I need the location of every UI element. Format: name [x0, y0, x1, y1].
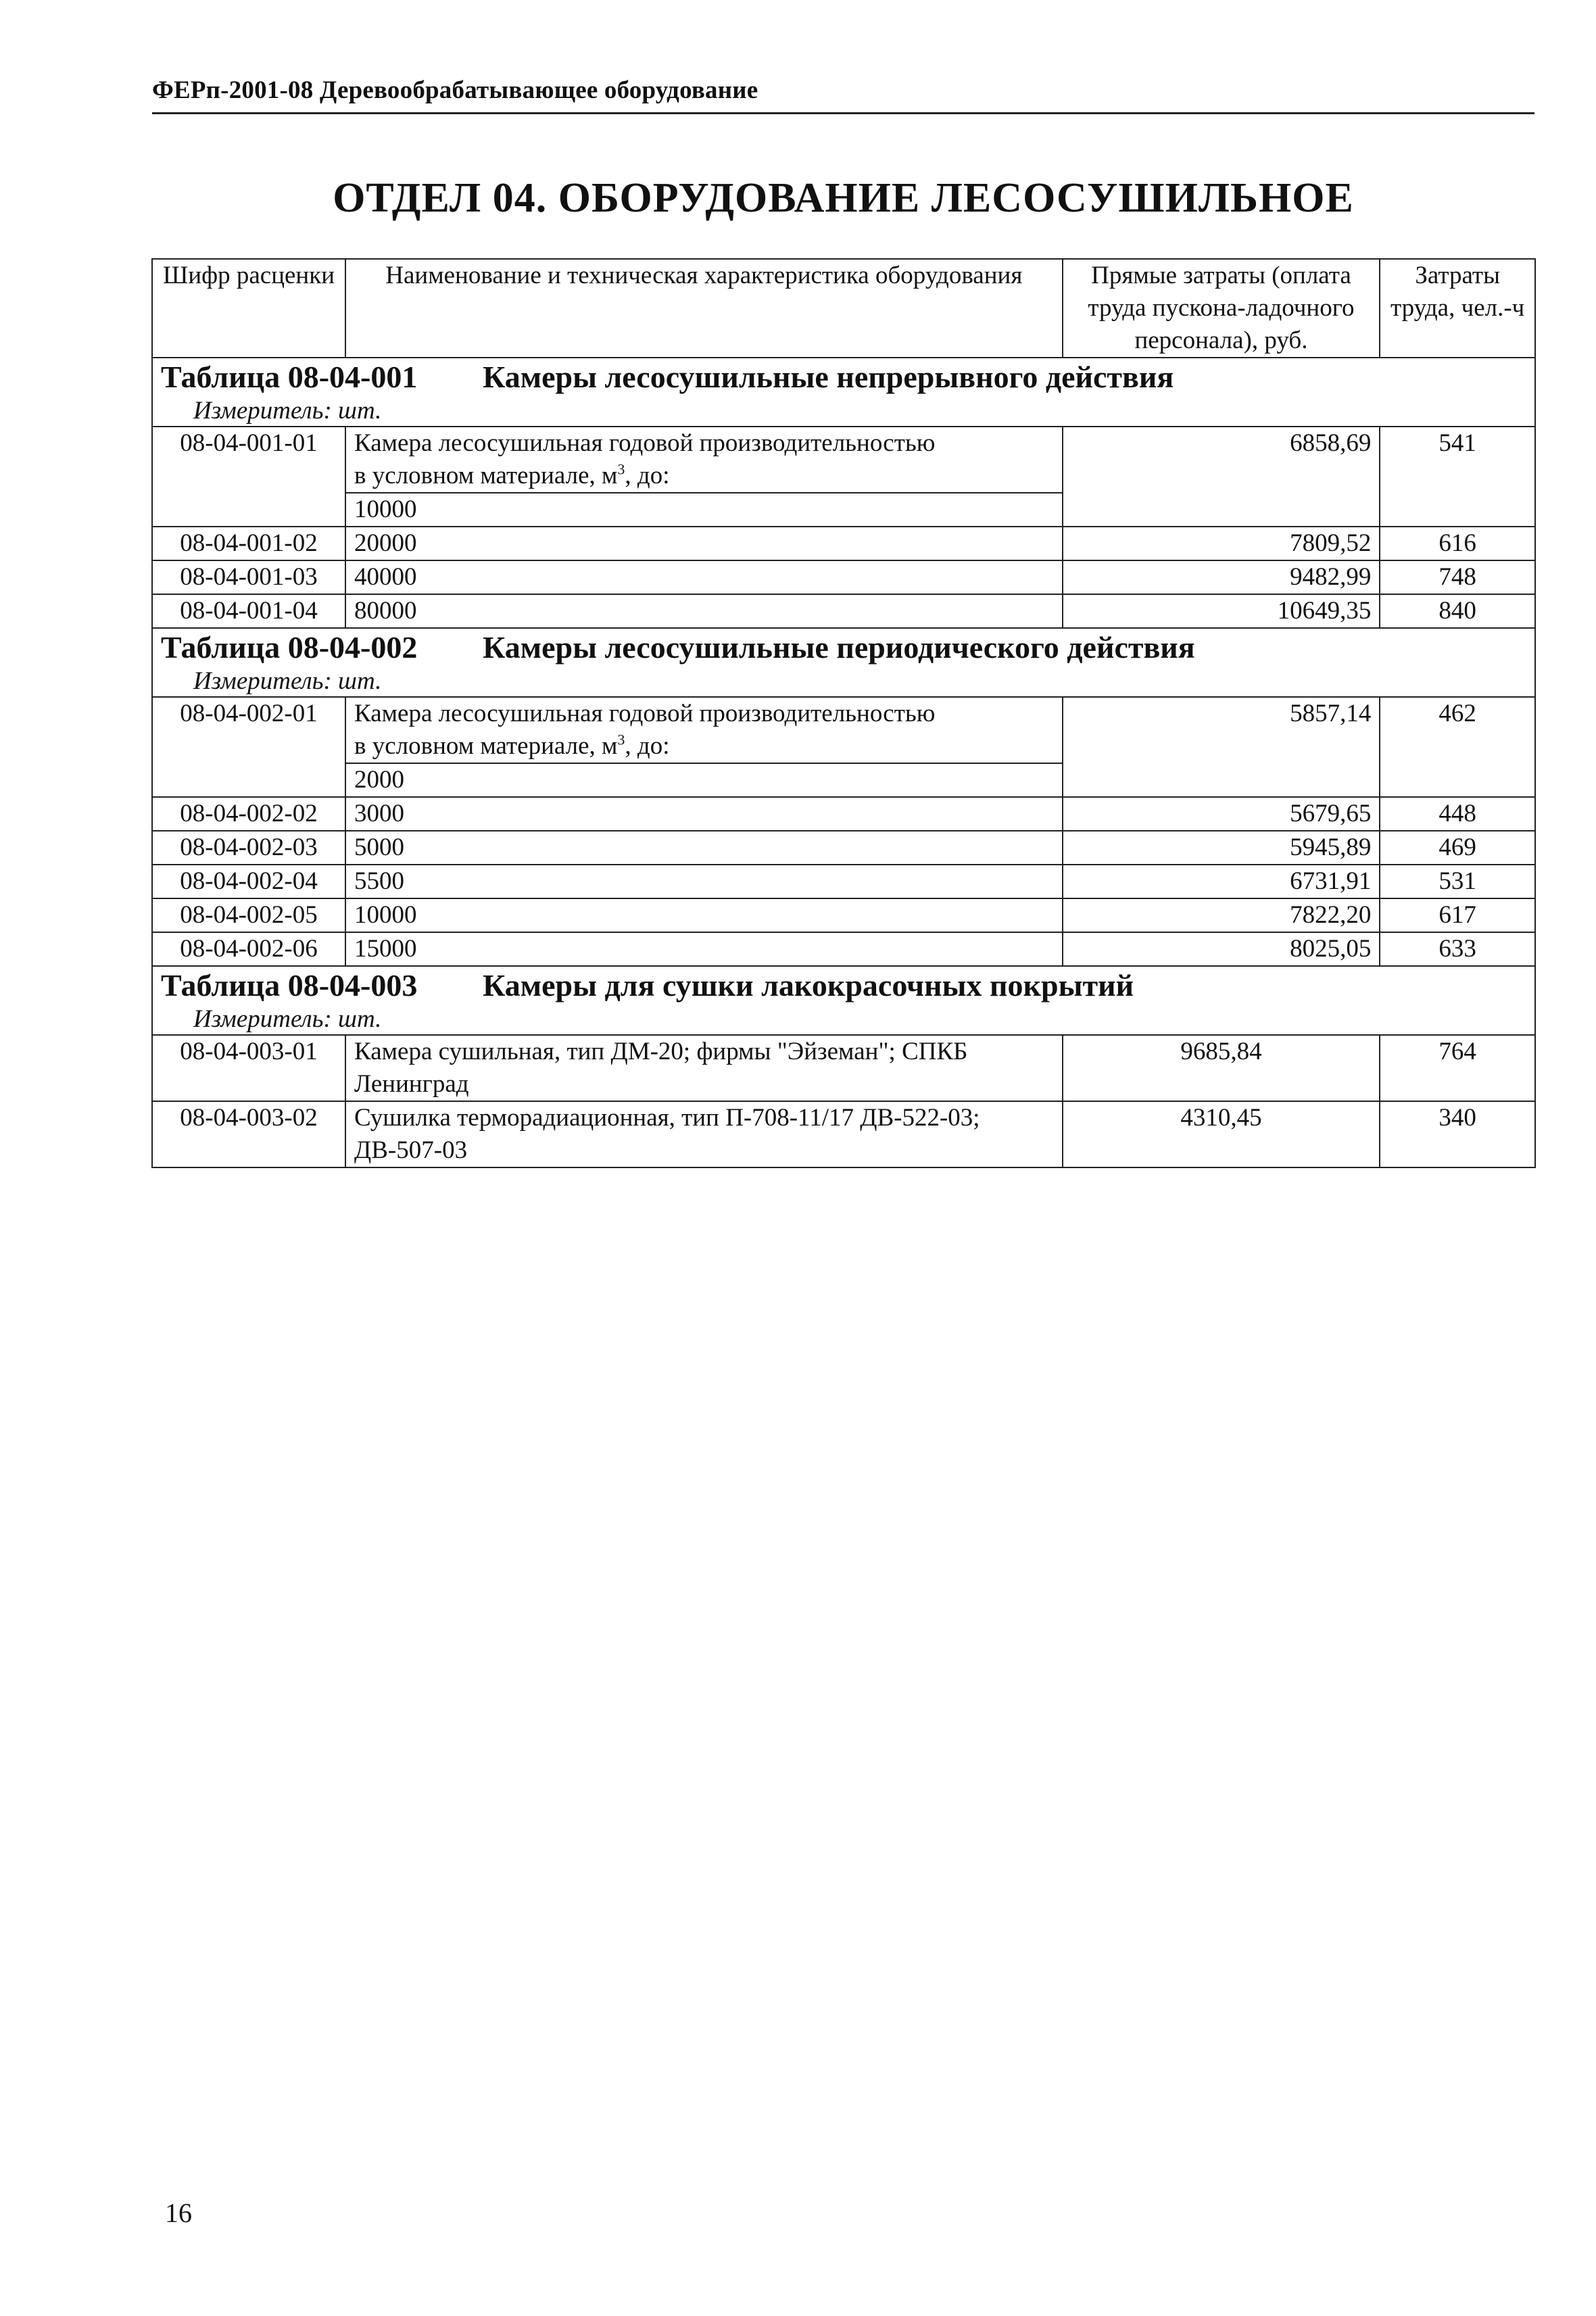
row-cost: 6731,91	[1063, 865, 1380, 898]
row-labor: 617	[1380, 898, 1535, 932]
table-row	[152, 831, 1535, 865]
row-code: 08-04-002-01	[152, 697, 345, 797]
row-labor: 633	[1380, 932, 1535, 966]
row-labor: 616	[1380, 527, 1535, 560]
row-cost: 4310,45	[1063, 1101, 1380, 1167]
table-unit: Измеритель: шт.	[193, 397, 382, 425]
row-code: 08-04-003-01	[152, 1035, 345, 1101]
row-code: 08-04-001-02	[152, 527, 345, 560]
row-cost: 5945,89	[1063, 831, 1380, 865]
row-cost: 5857,14	[1063, 697, 1380, 797]
table-title: Камеры для сушки лакокрасочных покрытий	[483, 968, 1134, 1003]
table-heading-row	[152, 966, 1535, 1035]
table-row	[152, 527, 1535, 560]
page-number: 16	[165, 2198, 192, 2228]
group-description-tail: , до:	[625, 462, 670, 489]
row-name: 40000	[345, 560, 1063, 594]
row-code: 08-04-001-01	[152, 427, 345, 527]
row-cost: 8025,05	[1063, 932, 1380, 966]
column-header-row	[152, 259, 1535, 358]
row-cost: 6858,69	[1063, 427, 1380, 527]
row-name: 15000	[345, 932, 1063, 966]
row-code: 08-04-003-02	[152, 1101, 345, 1167]
row-labor: 531	[1380, 865, 1535, 898]
table-title: Камеры лесосушильные периодического действия	[483, 630, 1195, 665]
table-row	[152, 1101, 1535, 1167]
row-labor: 748	[1380, 560, 1535, 594]
row-code: 08-04-002-04	[152, 865, 345, 898]
table-number: Таблица 08-04-002	[161, 630, 418, 665]
row-cost: 9685,84	[1063, 1035, 1380, 1101]
table-number: Таблица 08-04-001	[161, 360, 418, 394]
column-header-name: Наименование и техническая характеристика оборудования	[345, 259, 1063, 358]
table-row	[152, 865, 1535, 898]
row-name: 20000	[345, 527, 1063, 560]
group-description	[345, 697, 1063, 763]
rates-table	[151, 258, 1536, 1168]
table-row	[152, 1035, 1535, 1101]
row-cost: 9482,99	[1063, 560, 1380, 594]
row-code: 08-04-002-03	[152, 831, 345, 865]
header-rule	[152, 112, 1534, 114]
group-description	[345, 427, 1063, 493]
group-description-tail: , до:	[625, 732, 670, 760]
row-name: 5500	[345, 865, 1063, 898]
row-name: Камера сушильная, тип ДМ-20; фирмы "Эйземан"; СПКБ Ленинград	[345, 1035, 1063, 1101]
column-header-cost: Прямые затраты (оплата труда пускона-ладочного персонала), руб.	[1063, 259, 1380, 358]
row-cost: 7809,52	[1063, 527, 1380, 560]
row-cost: 7822,20	[1063, 898, 1380, 932]
row-code: 08-04-002-02	[152, 797, 345, 831]
superscript: 3	[617, 460, 625, 478]
row-code: 08-04-002-05	[152, 898, 345, 932]
row-name: 10000	[345, 493, 1063, 527]
superscript: 3	[617, 731, 625, 748]
table-row	[152, 560, 1535, 594]
table-heading-row	[152, 358, 1535, 427]
row-labor: 764	[1380, 1035, 1535, 1101]
row-labor: 541	[1380, 427, 1535, 527]
table-row	[152, 797, 1535, 831]
group-description-line: в условном материале, м	[354, 732, 618, 760]
table-unit: Измеритель: шт.	[193, 1005, 382, 1033]
row-labor: 462	[1380, 697, 1535, 797]
row-labor: 340	[1380, 1101, 1535, 1167]
row-name: 10000	[345, 898, 1063, 932]
row-name: 3000	[345, 797, 1063, 831]
table-row	[152, 932, 1535, 966]
running-header: ФЕРп-2001-08 Деревообрабатывающее оборудование	[152, 76, 758, 104]
table-title: Камеры лесосушильные непрерывного действия	[483, 360, 1174, 394]
group-description-row	[152, 697, 1535, 763]
row-cost: 10649,35	[1063, 594, 1380, 628]
column-header-code: Шифр расценки	[152, 259, 345, 358]
row-name: 80000	[345, 594, 1063, 628]
row-name: 2000	[345, 763, 1063, 797]
row-code: 08-04-002-06	[152, 932, 345, 966]
row-labor: 448	[1380, 797, 1535, 831]
table-heading-row	[152, 628, 1535, 697]
group-description-line: Камера лесосушильная годовой производительностью	[354, 700, 936, 727]
row-cost: 5679,65	[1063, 797, 1380, 831]
row-labor: 469	[1380, 831, 1535, 865]
section-title: ОТДЕЛ 04. ОБОРУДОВАНИЕ ЛЕСОСУШИЛЬНОЕ	[333, 175, 1354, 221]
table-unit: Измеритель: шт.	[193, 667, 382, 695]
column-header-labor: Затраты труда, чел.-ч	[1380, 259, 1535, 358]
group-description-row	[152, 427, 1535, 493]
row-name: 5000	[345, 831, 1063, 865]
row-code: 08-04-001-04	[152, 594, 345, 628]
row-code: 08-04-001-03	[152, 560, 345, 594]
row-labor: 840	[1380, 594, 1535, 628]
table-row	[152, 898, 1535, 932]
group-description-line: Камера лесосушильная годовой производительностью	[354, 429, 936, 457]
table-number: Таблица 08-04-003	[161, 968, 418, 1003]
row-name: Сушилка терморадиационная, тип П-708-11/17 ДВ-522-03; ДВ-507-03	[345, 1101, 1063, 1167]
table-row	[152, 594, 1535, 628]
group-description-line: в условном материале, м	[354, 462, 618, 489]
